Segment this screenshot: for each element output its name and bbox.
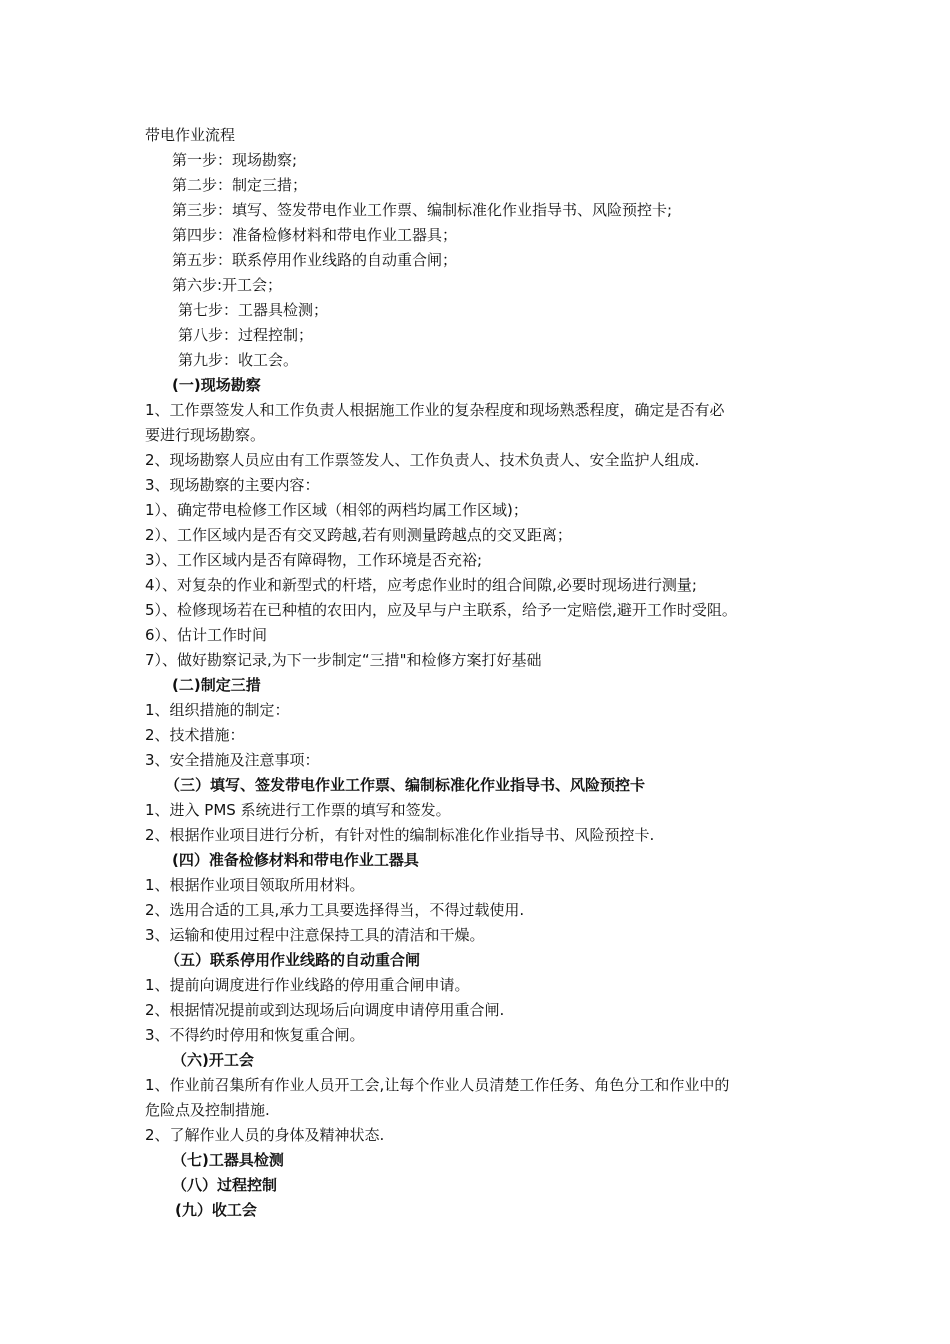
section-heading: （八）过程控制 (172, 1176, 278, 1194)
step-line: 第七步：工器具检测； (178, 301, 329, 319)
paragraph-line: 危险点及控制措施. (145, 1101, 270, 1119)
paragraph-line: 要进行现场勘察。 (145, 426, 266, 444)
section-heading: （五）联系停用作业线路的自动重合闸 (165, 951, 421, 969)
paragraph-line: 2、根据情况提前或到达现场后向调度申请停用重合闸. (145, 1001, 505, 1019)
sub-item-line: 2）、工作区域内是否有交叉跨越,若有则测量跨越点的交叉距离； (145, 526, 572, 544)
paragraph-line: 1、作业前召集所有作业人员开工会,让每个作业人员清楚工作任务、角色分工和作业中的 (145, 1076, 730, 1094)
step-line: 第一步：现场勘察; (172, 151, 298, 169)
step-line: 第三步：填写、签发带电作业工作票、编制标准化作业指导书、风险预控卡; (172, 201, 673, 219)
sub-item-line: 3）、工作区域内是否有障碍物，工作环境是否充裕; (145, 551, 483, 569)
section-heading: (四）准备检修材料和带电作业工器具 (172, 851, 419, 869)
sub-item-line: 7）、做好勘察记录,为下一步制定“三措"和检修方案打好基础 (145, 651, 542, 669)
paragraph-line: 1、提前向调度进行作业线路的停用重合闸申请。 (145, 976, 470, 994)
paragraph-line: 3、运输和使用过程中注意保持工具的清洁和干燥。 (145, 926, 485, 944)
step-line: 第五步：联系停用作业线路的自动重合闸； (172, 251, 458, 269)
paragraph-line: 3、现场勘察的主要内容： (145, 476, 320, 494)
sub-item-line: 6）、估计工作时间 (145, 626, 268, 644)
sub-item-line: 1）、确定带电检修工作区域（相邻的两档均属工作区域)； (145, 501, 528, 519)
step-line: 第四步：准备检修材料和带电作业工器具； (172, 226, 458, 244)
paragraph-line: 2、现场勘察人员应由有工作票签发人、工作负责人、技术负责人、安全监护人组成. (145, 451, 700, 469)
section-heading: （七)工器具检测 (172, 1151, 284, 1169)
section-heading: (一)现场勘察 (172, 376, 261, 394)
step-line: 第二步：制定三措； (172, 176, 308, 194)
sub-item-line: 4）、对复杂的作业和新型式的杆塔，应考虑作业时的组合间隙,必要时现场进行测量; (145, 576, 697, 594)
paragraph-line: 1、进入 PMS 系统进行工作票的填写和签发。 (145, 801, 451, 819)
paragraph-line: 1、工作票签发人和工作负责人根据施工作业的复杂程度和现场熟悉程度，确定是否有必 (145, 401, 725, 419)
paragraph-line: 2、根据作业项目进行分析，有针对性的编制标准化作业指导书、风险预控卡. (145, 826, 655, 844)
section-heading: (九）收工会 (175, 1201, 257, 1219)
paragraph-line: 3、安全措施及注意事项： (145, 751, 320, 769)
paragraph-line: 2、了解作业人员的身体及精神状态. (145, 1126, 385, 1144)
paragraph-line: 1、根据作业项目领取所用材料。 (145, 876, 365, 894)
section-heading: (二)制定三措 (172, 676, 261, 694)
document-title: 带电作业流程 (145, 126, 236, 144)
step-line: 第八步：过程控制； (178, 326, 314, 344)
paragraph-line: 2、选用合适的工具,承力工具要选择得当，不得过载使用. (145, 901, 525, 919)
sub-item-line: 5）、检修现场若在已种植的农田内，应及早与户主联系，给予一定赔偿,避开工作时受阻。 (145, 601, 737, 619)
step-line: 第九步：收工会。 (178, 351, 299, 369)
section-heading: （六)开工会 (172, 1051, 254, 1069)
paragraph-line: 1、组织措施的制定： (145, 701, 290, 719)
paragraph-line: 2、技术措施： (145, 726, 245, 744)
section-heading: （三）填写、签发带电作业工作票、编制标准化作业指导书、风险预控卡 (165, 776, 646, 794)
step-line: 第六步:开工会； (172, 276, 283, 294)
paragraph-line: 3、不得约时停用和恢复重合闸。 (145, 1026, 365, 1044)
